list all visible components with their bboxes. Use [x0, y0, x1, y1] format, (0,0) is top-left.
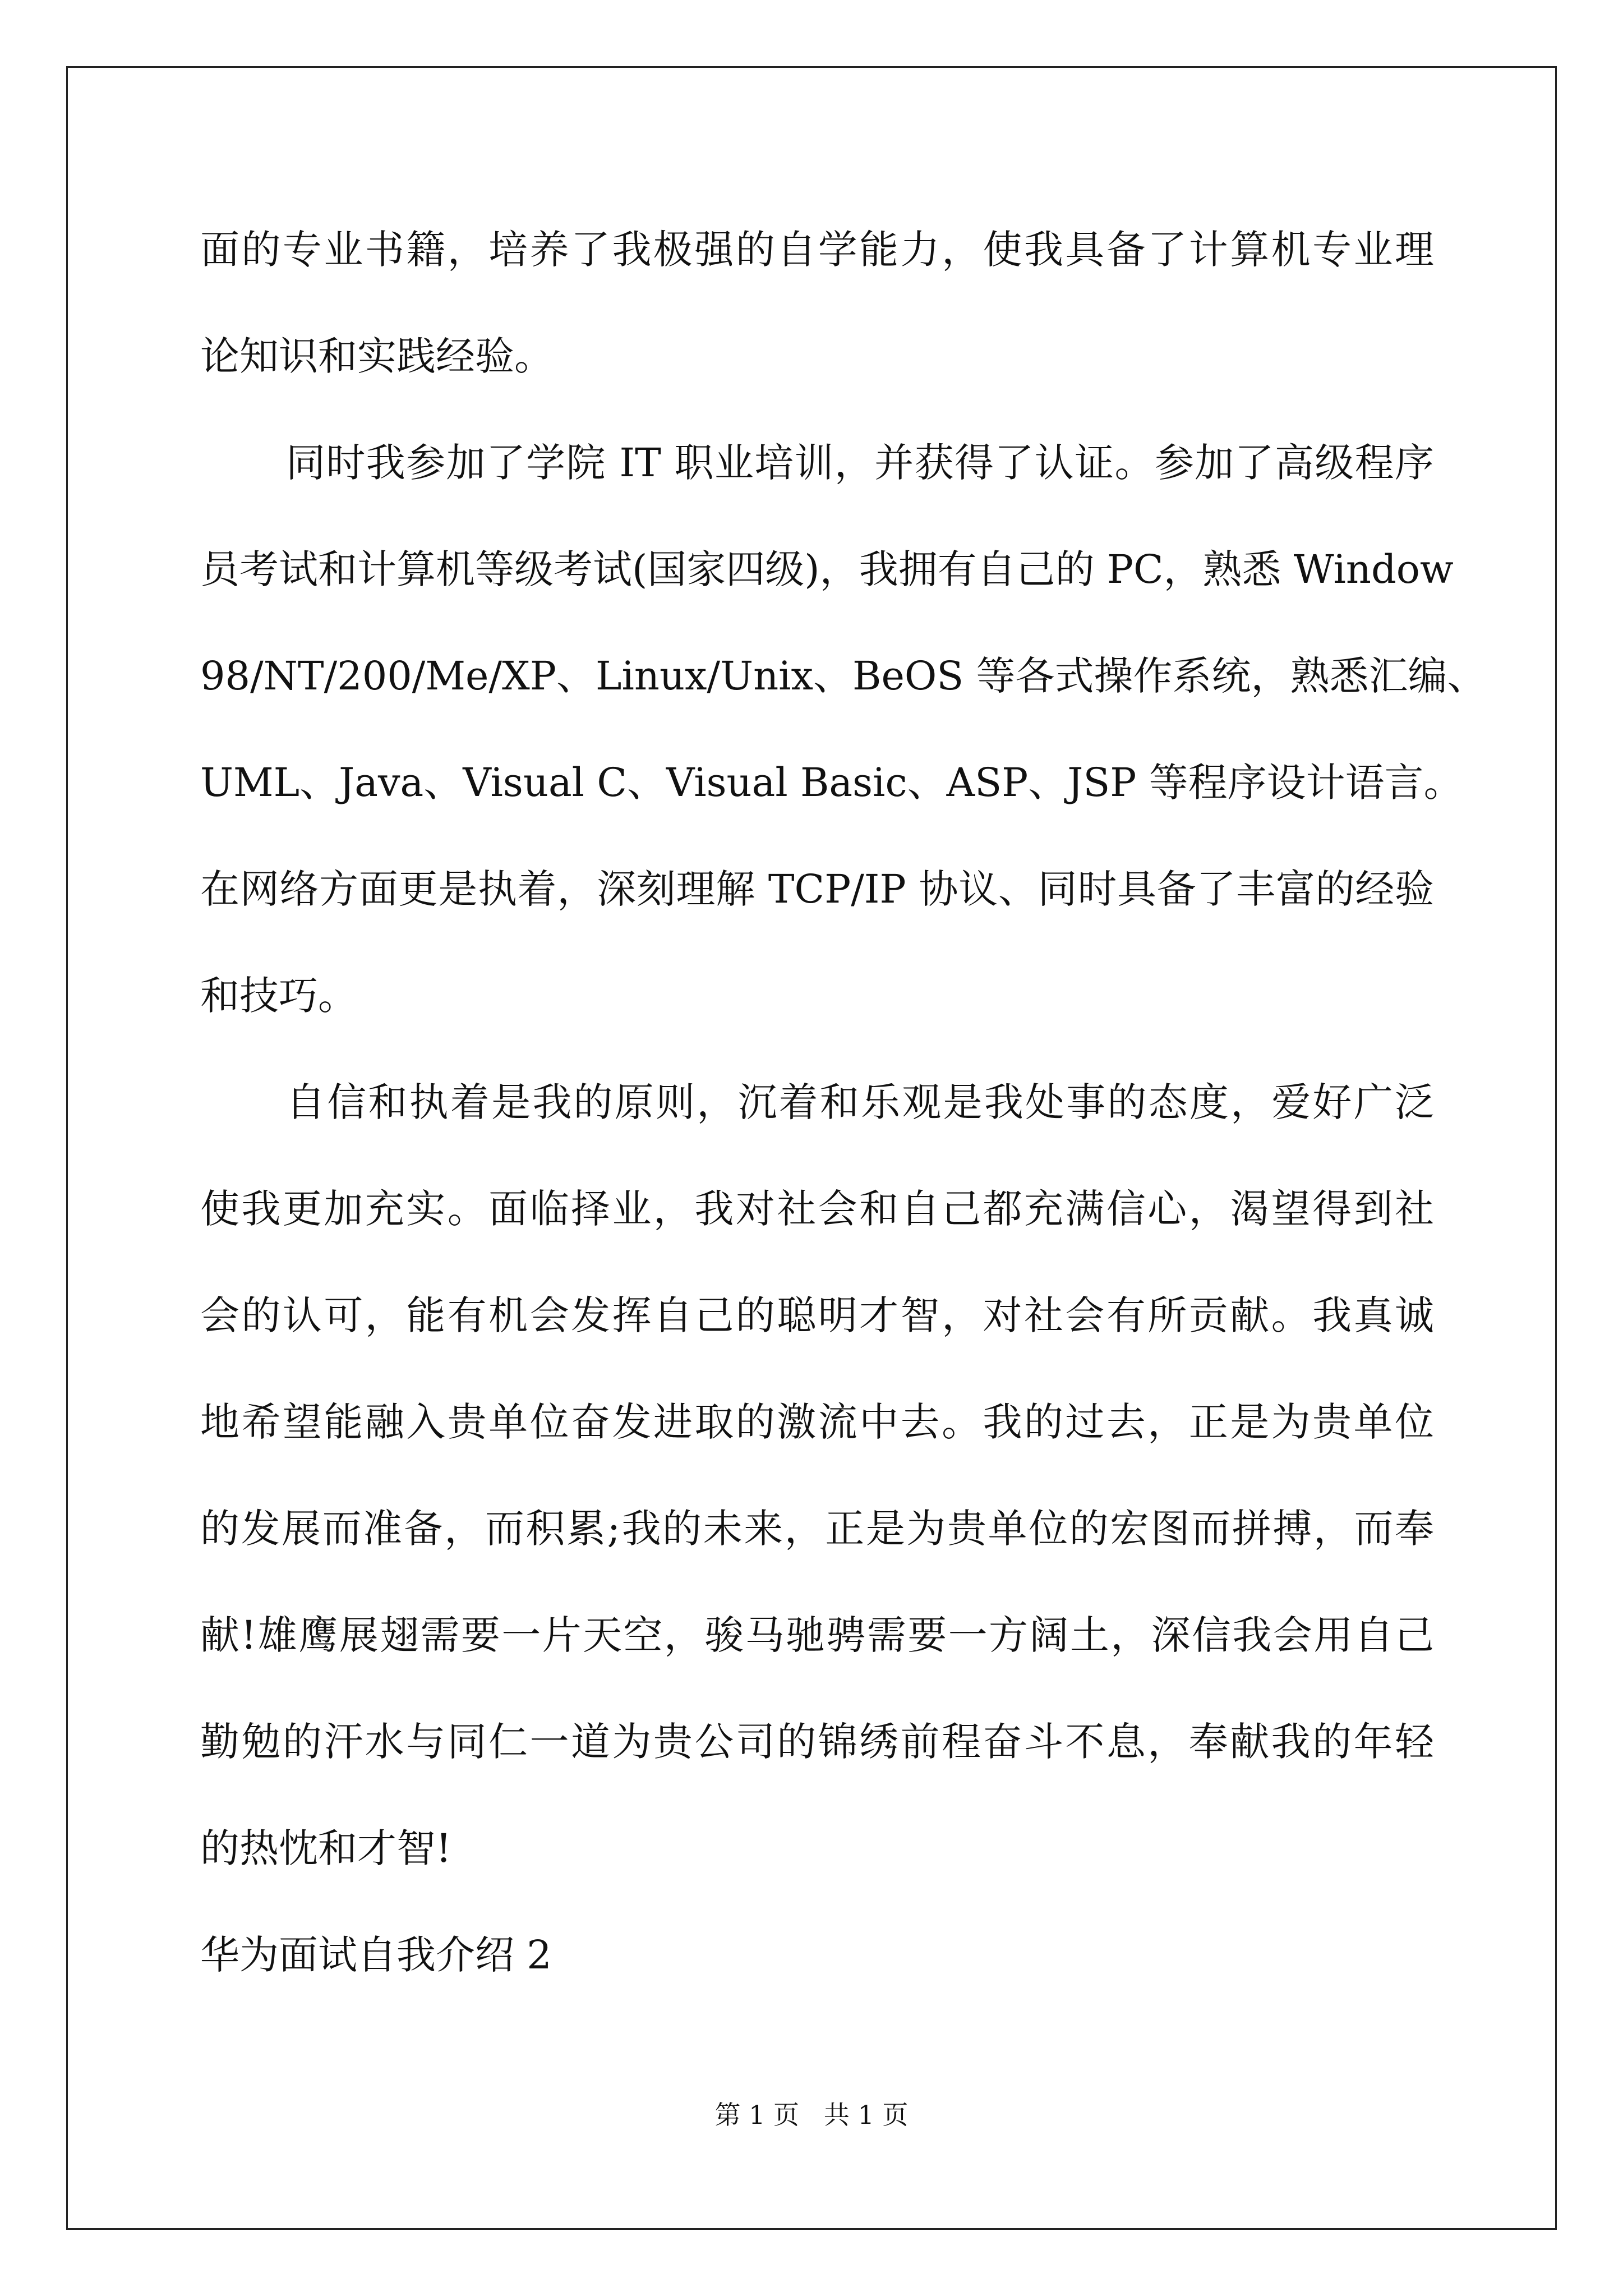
paragraph-line: 面的专业书籍，培养了我极强的自学能力，使我具备了计算机专业理 — [200, 227, 1434, 273]
paragraph-line: 地希望能融入贵单位奋发进取的激流中去。我的过去，正是为贵单位 — [200, 1399, 1434, 1445]
paragraph-line: 勤勉的汗水与同仁一道为贵公司的锦绣前程奋斗不息，奉献我的年轻 — [200, 1719, 1434, 1765]
paragraph-line: 同时我参加了学院 IT 职业培训，并获得了认证。参加了高级程序 — [286, 440, 1434, 486]
paragraph-line: 98/NT/200/Me/XP、Linux/Unix、BeOS 等各式操作系统，熟悉汇编、 — [200, 653, 1487, 699]
section-heading: 华为面试自我介绍 2 — [200, 1932, 552, 1978]
paragraph-line: UML、Java、Visual C、Visual Basic、ASP、JSP 等程序设计语言。 — [200, 760, 1463, 806]
paragraph-line: 和技巧。 — [200, 973, 357, 1019]
paragraph-line: 自信和执着是我的原则，沉着和乐观是我处事的态度，爱好广泛 — [286, 1079, 1434, 1125]
paragraph-line: 会的认可，能有机会发挥自己的聪明才智，对社会有所贡献。我真诚 — [200, 1292, 1434, 1338]
paragraph-line: 员考试和计算机等级考试(国家四级)，我拥有自己的 PC，熟悉 Window — [200, 546, 1454, 592]
paragraph-line: 使我更加充实。面临择业，我对社会和自己都充满信心，渴望得到社 — [200, 1186, 1434, 1232]
paragraph-line: 献!雄鹰展翅需要一片天空，骏马驰骋需要一方阔土，深信我会用自己 — [200, 1612, 1434, 1658]
paragraph-line: 论知识和实践经验。 — [200, 333, 554, 379]
paragraph-line: 的热忱和才智! — [200, 1825, 452, 1871]
page-footer: 第 1 页 共 1 页 — [714, 2100, 909, 2130]
paragraph-line: 的发展而准备，而积累;我的未来，正是为贵单位的宏图而拼搏，而奉 — [200, 1506, 1434, 1552]
paragraph-line: 在网络方面更是执着，深刻理解 TCP/IP 协议、同时具备了丰富的经验 — [200, 866, 1434, 912]
page-border — [66, 66, 1557, 2230]
